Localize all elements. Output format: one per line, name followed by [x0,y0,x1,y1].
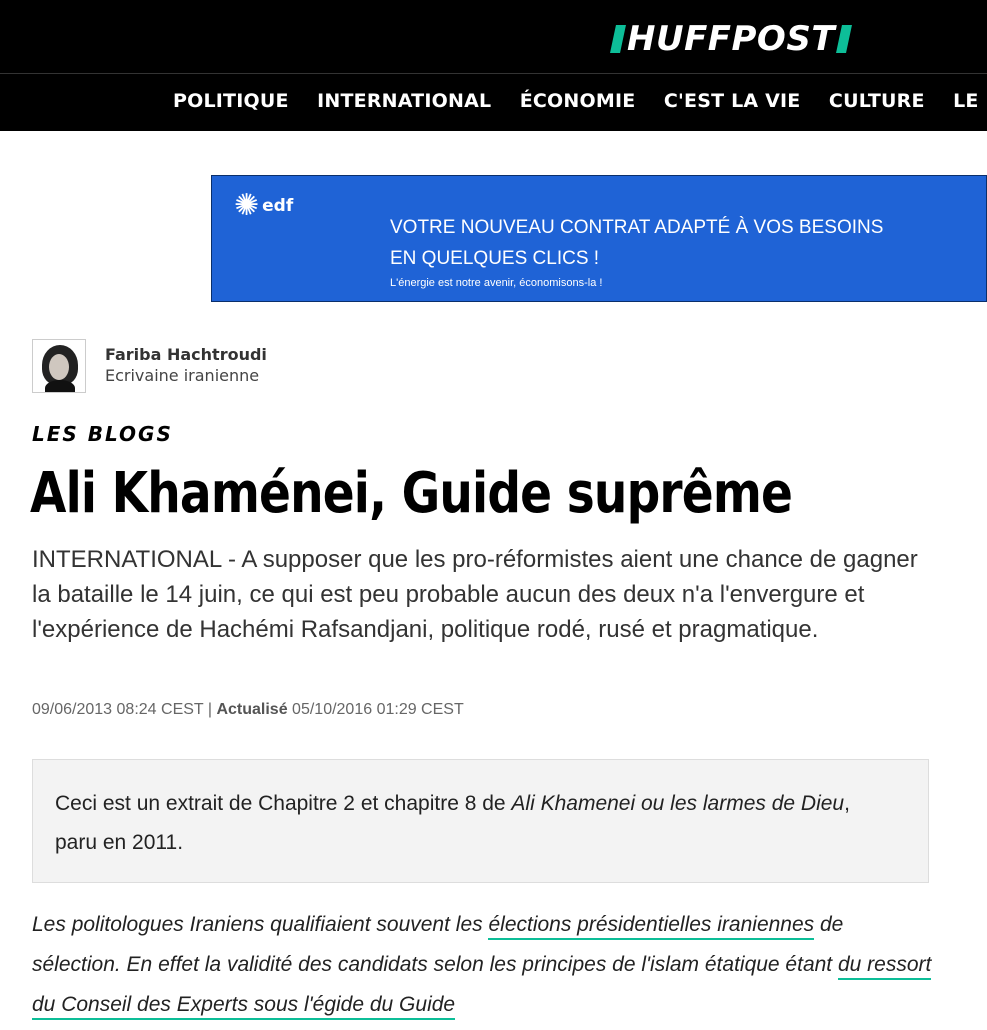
avatar-shoulders [45,380,75,393]
logo-bar-left [610,25,626,53]
article-body [32,905,937,1025]
edf-ad-banner[interactable] [211,175,987,302]
author-block [32,339,267,393]
main-nav [173,90,987,112]
updated-date: 05/10/2016 01:29 CEST [292,701,464,718]
body-text-2: de sélection. En effet la validité des candidats selon les principes de l'islam étatique étant [32,913,844,976]
ad-headline-line-1: VOTRE NOUVEAU CONTRAT ADAPTÉ À VOS BESOINS [390,217,884,238]
published-date: 09/06/2013 08:24 CEST | [32,701,212,718]
huffpost-logo[interactable] [609,19,853,59]
logo-bar-right [836,25,852,53]
excerpt-text [55,784,875,862]
article-title: Ali Khaménei, Guide suprême [30,461,793,526]
author-info [105,345,267,393]
link-elections[interactable]: élections présidentielles iraniennes [488,913,814,940]
ad-headline [390,212,970,274]
body-text-1: Les politologues Iraniens qualifiaient souvent les [32,913,489,936]
excerpt-prefix: Ceci est un extrait de Chapitre 2 et chapitre 8 de [55,792,512,815]
nav-item-culture[interactable]: CULTURE [828,90,925,112]
article-dates [32,701,464,719]
excerpt-book-title: Ali Khamenei ou les larmes de Dieu [511,792,845,815]
avatar-face [49,354,69,380]
section-label[interactable]: LES BLOGS [32,422,173,446]
sun-icon: ✺ [234,189,260,222]
site-header [0,0,987,131]
header-divider [0,73,987,74]
ad-tagline: L'énergie est notre avenir, économisons-la ! [390,277,603,289]
nav-item-economie[interactable]: ÉCONOMIE [519,90,636,112]
article-dek: INTERNATIONAL - A supposer que les pro-réformistes aient une chance de gagner la bataille le 14 juin, ce qui est peu probable aucun des deux n'a l'envergure et l'expérience de Hachémi Rafsandjani, politique rodé, rusé et pragmatique. [32,546,918,643]
edf-logo [234,191,293,221]
nav-item-le[interactable]: LE [953,90,979,112]
author-avatar[interactable] [32,339,86,393]
nav-item-politique[interactable]: POLITIQUE [173,90,289,112]
nav-item-cest-la-vie[interactable]: C'EST LA VIE [663,90,801,112]
edf-brand-text: edf [262,196,294,216]
author-name[interactable]: Fariba Hachtroudi [105,345,267,364]
excerpt-suffix: , paru en 2011. [55,792,850,854]
nav-item-international[interactable]: INTERNATIONAL [317,90,492,112]
updated-label: Actualisé [216,701,288,718]
ad-headline-line-2: EN QUELQUES CLICS ! [390,248,600,269]
link-conseil-experts[interactable]: du ressort du Conseil des Experts sous l'égide du Guide [32,953,931,1020]
author-role: Ecrivaine iranienne [105,366,260,385]
excerpt-box [32,759,929,883]
logo-text: HUFFPOST [627,19,836,59]
